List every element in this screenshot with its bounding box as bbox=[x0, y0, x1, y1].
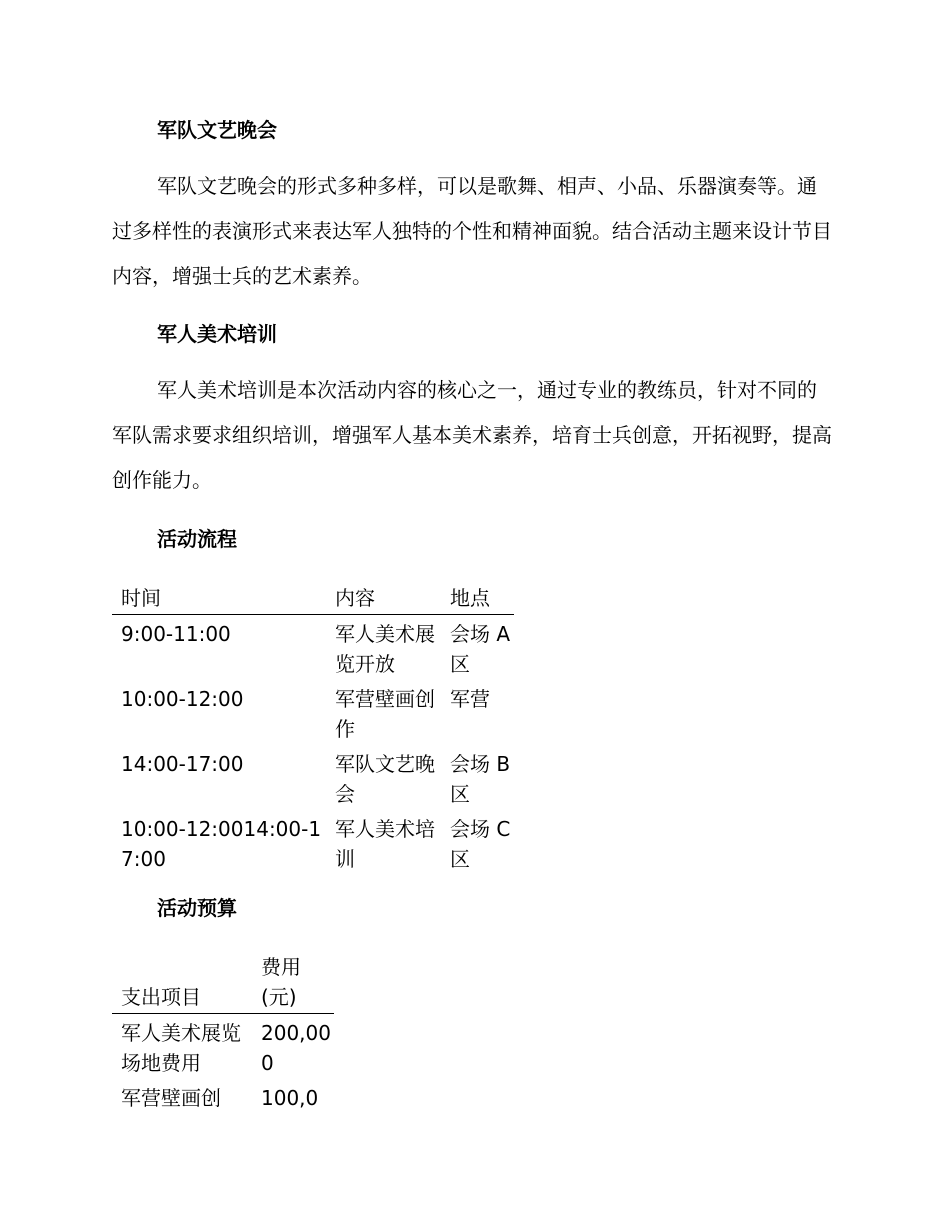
schedule-header-content: 内容 bbox=[326, 583, 441, 615]
section-heading-budget: 活动预算 bbox=[157, 896, 237, 920]
schedule-place: 军营 bbox=[450, 687, 490, 711]
schedule-place: 会场 B 区 bbox=[450, 752, 511, 806]
budget-header-item: 支出项目 bbox=[112, 952, 252, 1014]
schedule-place: 会场 C 区 bbox=[450, 817, 511, 871]
table-row bbox=[112, 745, 514, 810]
budget-header-row bbox=[112, 952, 334, 1014]
schedule-table bbox=[112, 583, 514, 875]
table-row bbox=[112, 1014, 334, 1080]
schedule-content: 军人美术展览开放 bbox=[335, 622, 435, 676]
schedule-place: 会场 A 区 bbox=[450, 622, 511, 676]
section-heading-schedule: 活动流程 bbox=[157, 527, 237, 551]
schedule-content: 军队文艺晚会 bbox=[335, 752, 435, 806]
schedule-header-time: 时间 bbox=[112, 583, 326, 615]
paragraph-evening-text: 军队文艺晚会的形式多种多样，可以是歌舞、相声、小品、乐器演奏等。通过多样性的表演形式来表达军人独特的个性和精神面貌。结合活动主题来设计节目内容，增强士兵的艺术素养。 bbox=[112, 174, 832, 288]
schedule-time: 10:00-12:00 bbox=[121, 687, 244, 711]
table-row bbox=[112, 810, 514, 875]
budget-cost: 100,0 bbox=[261, 1086, 319, 1110]
schedule-content: 军营壁画创作 bbox=[335, 687, 435, 741]
schedule-time: 14:00-17:00 bbox=[121, 752, 244, 776]
budget-item: 军人美术展览场地费用 bbox=[121, 1021, 241, 1075]
table-row bbox=[112, 1079, 334, 1114]
budget-item: 军营壁画创 bbox=[121, 1086, 221, 1110]
schedule-content: 军人美术培训 bbox=[335, 817, 435, 871]
table-row bbox=[112, 615, 514, 681]
paragraph-training bbox=[112, 368, 832, 503]
schedule-time: 10:00-12:0014:00-17:00 bbox=[121, 817, 322, 871]
table-row bbox=[112, 680, 514, 745]
schedule-time: 9:00-11:00 bbox=[121, 622, 231, 646]
paragraph-training-text: 军人美术培训是本次活动内容的核心之一，通过专业的教练员，针对不同的军队需求要求组织培训，增强军人基本美术素养，培育士兵创意，开拓视野，提高创作能力。 bbox=[112, 378, 832, 492]
section-heading-training: 军人美术培训 bbox=[157, 322, 277, 346]
section-heading-evening: 军队文艺晚会 bbox=[157, 118, 277, 142]
schedule-header-place: 地点 bbox=[441, 583, 514, 615]
budget-table bbox=[112, 952, 334, 1114]
paragraph-evening bbox=[112, 164, 832, 299]
budget-header-cost: 费用(元) bbox=[252, 952, 334, 1014]
schedule-header-row bbox=[112, 583, 514, 615]
budget-cost: 200,000 bbox=[261, 1021, 331, 1075]
